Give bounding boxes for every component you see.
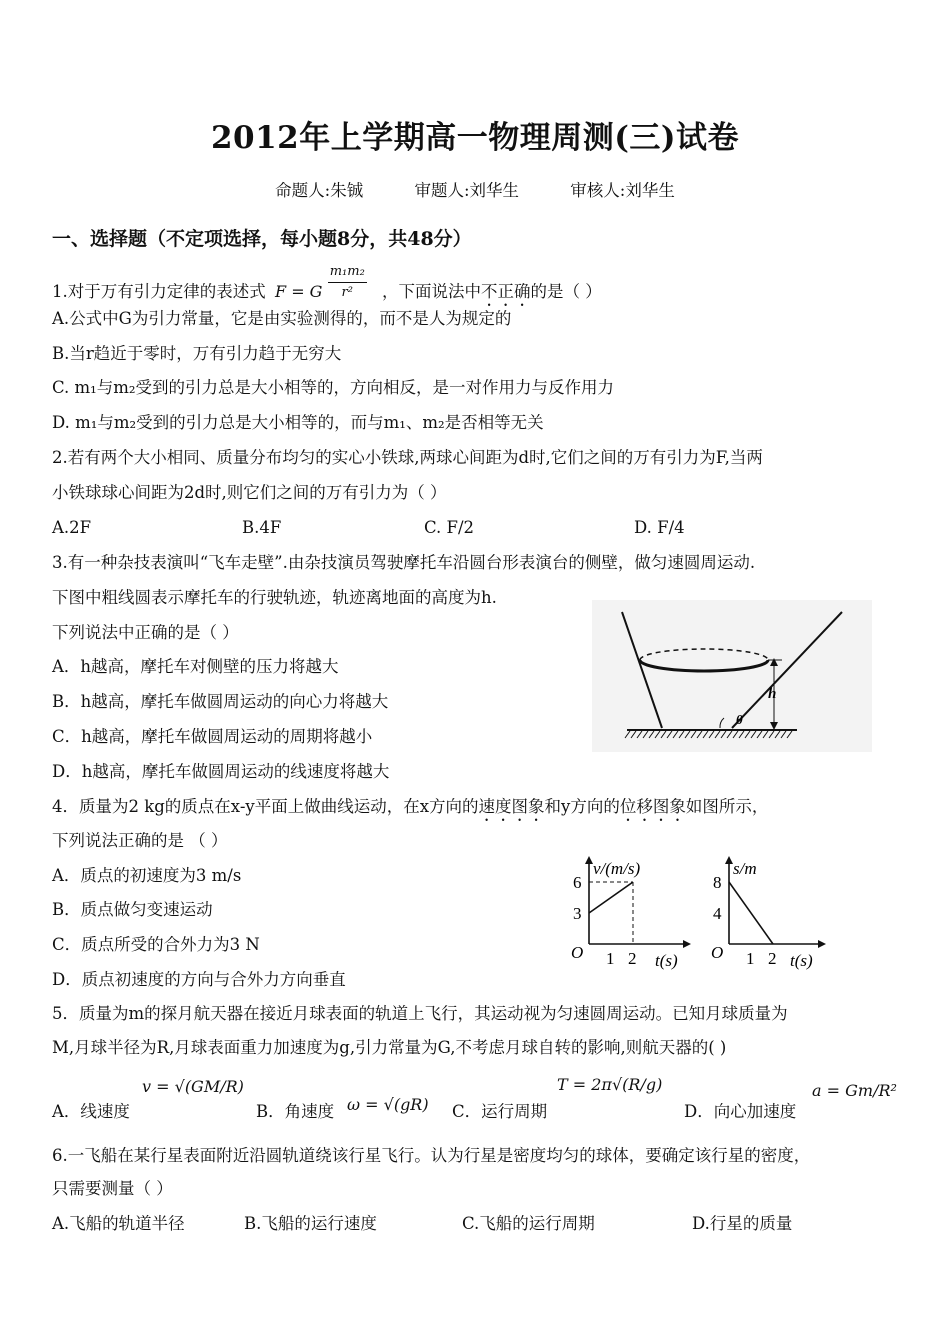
q1-formula-den: r² xyxy=(341,285,353,300)
q4-option-c: C．质点所受的合外力为3 N xyxy=(52,935,260,954)
q3-option-d: D．h越高，摩托车做圆周运动的线速度将越大 xyxy=(52,762,390,781)
q1-option-c: C. m₁与m₂受到的引力总是大小相等的，方向相反，是一对作用力与反作用力 xyxy=(52,378,615,397)
q1-option-d: D. m₁与m₂受到的引力总是大小相等的，而与m₁、m₂是否相等无关 xyxy=(52,413,544,432)
q1-stem-a: 1.对于万有引力定律的表述式 xyxy=(52,282,266,301)
q4-emphasis-2: 位移图象 xyxy=(619,797,686,816)
q5-line2: M,月球半径为R,月球表面重力加速度为g,引力常量为G,不考虑月球自转的影响,则航天器的( ) xyxy=(52,1038,727,1057)
q4-option-d: D．质点初速度的方向与合外力方向垂直 xyxy=(52,970,346,989)
x-axis-arrow xyxy=(818,940,826,948)
y-tick-label: 6 xyxy=(573,873,582,892)
q4-line1 xyxy=(52,796,768,825)
x-tick-label: 2 xyxy=(768,949,777,968)
reviewer: 审题人:刘华生 xyxy=(414,181,520,200)
q5-line1: 5．质量为m的探月航天器在接近月球表面的轨道上飞行，其运动视为匀速圆周运动。已知月球质量为 xyxy=(52,1004,788,1023)
q5-option-c-math: T = 2π√(R/g) xyxy=(557,1075,663,1094)
q2-option-c: C. F/2 xyxy=(424,518,475,537)
q1-option-b: B.当r趋近于零时，万有引力趋于无穷大 xyxy=(52,344,342,363)
q1-stem-b: ，下面说法中 xyxy=(382,282,482,301)
q5-option-d-math: a = Gm/R² xyxy=(812,1081,897,1100)
q3-option-b: B．h越高，摩托车做圆周运动的向心力将越大 xyxy=(52,692,389,711)
q4-line2: 下列说法正确的是 （ ） xyxy=(52,831,228,850)
x-axis-label: t(s) xyxy=(790,951,813,970)
series-line xyxy=(729,882,773,944)
y-axis-label: v/(m/s) xyxy=(593,859,641,878)
q4-line1-c: 如图所示， xyxy=(685,797,769,816)
x-axis-arrow xyxy=(683,940,691,948)
checker: 审核人:刘华生 xyxy=(570,181,675,200)
y-tick-label: 3 xyxy=(573,904,582,923)
setter: 命题人:朱铖 xyxy=(275,181,364,200)
y-tick-label: 4 xyxy=(713,904,722,923)
displacement-chart xyxy=(705,852,850,976)
q6-option-b: B.飞船的运行速度 xyxy=(244,1214,377,1233)
q6-line2: 只需要测量（ ） xyxy=(52,1179,173,1198)
q6-option-a: A.飞船的轨道半径 xyxy=(52,1214,185,1233)
q5-option-c-label: C．运行周期 xyxy=(452,1102,548,1121)
q1-emphasis: 不正确 xyxy=(481,282,531,301)
origin-label: O xyxy=(571,943,584,962)
q2-option-b: B.4F xyxy=(242,518,282,537)
q6-option-d: D.行星的质量 xyxy=(692,1214,793,1233)
section-heading: 一、选择题（不定项选择，每小题8分，共48分） xyxy=(52,228,472,250)
q4-option-a: A．质点的初速度为3 m/s xyxy=(52,866,242,885)
height-label: h xyxy=(768,686,777,702)
q4-line1-a: 4．质量为2 kg的质点在x-y平面上做曲线运动，在x方向的 xyxy=(52,797,479,816)
page-title: 2012年上学期高一物理周测(三)试卷 xyxy=(210,120,740,156)
y-tick-label: 8 xyxy=(713,873,722,892)
q6-option-c: C.飞船的运行周期 xyxy=(462,1214,595,1233)
q3-line3: 下列说法中正确的是（ ） xyxy=(52,623,239,642)
q3-option-c: C．h越高，摩托车做圆周运动的周期将越小 xyxy=(52,727,373,746)
q5-option-a-label: A．线速度 xyxy=(52,1102,130,1121)
q2-option-a: A.2F xyxy=(52,518,92,537)
q1-stem-c: 的是（ ） xyxy=(530,282,602,301)
q1-formula-fraction xyxy=(328,262,367,303)
series-line xyxy=(589,882,633,913)
q5-option-d-label: D．向心加速度 xyxy=(684,1102,797,1121)
q6-line1: 6.一飞船在某行星表面附近沿圆轨道绕该行星飞行。认为行星是密度均匀的球体，要确定该行星的密度， xyxy=(52,1146,811,1165)
y-axis-arrow xyxy=(725,856,733,864)
q4-option-b: B．质点做匀变速运动 xyxy=(52,900,213,919)
q1-stem xyxy=(52,264,602,313)
x-tick-label: 1 xyxy=(606,949,615,968)
origin-label: O xyxy=(711,943,724,962)
q3-figure xyxy=(592,600,872,752)
x-axis-label: t(s) xyxy=(655,951,678,970)
q1-formula-num: m₁m₂ xyxy=(328,262,367,283)
q3-line1: 3.有一种杂技表演叫“飞车走壁”.由杂技演员驾驶摩托车沿圆台形表演台的侧壁，做匀速圆周运动. xyxy=(52,553,756,572)
y-axis-arrow xyxy=(585,856,593,864)
author-line xyxy=(0,177,950,201)
y-axis-label: s/m xyxy=(733,859,757,878)
q2-line2: 小铁球球心间距为2d时,则它们之间的万有引力为（ ） xyxy=(52,483,447,502)
x-tick-label: 1 xyxy=(746,949,755,968)
q4-emphasis-1: 速度图象 xyxy=(478,797,545,816)
x-tick-label: 2 xyxy=(628,949,637,968)
velocity-chart xyxy=(565,852,705,976)
q5-option-a-math: v = √(GM/R) xyxy=(142,1077,244,1096)
q2-line1: 2.若有两个大小相同、质量分布均匀的实心小铁球,两球心间距为d时,它们之间的万有引力为F,当两 xyxy=(52,448,763,467)
q3-option-a: A．h越高，摩托车对侧壁的压力将越大 xyxy=(52,657,339,676)
q2-option-d: D. F/4 xyxy=(634,518,685,537)
q4-line1-b: 和y方向的 xyxy=(544,797,620,816)
q5-option-b-math: ω = √(gR) xyxy=(347,1095,429,1114)
q1-option-a: A.公式中G为引力常量，它是由实验测得的，而不是人为规定的 xyxy=(52,309,512,328)
q3-line2: 下图中粗线圆表示摩托车的行驶轨迹，轨迹离地面的高度为h. xyxy=(52,588,497,607)
q5-option-b-label: B．角速度 xyxy=(256,1102,335,1121)
q1-formula-lhs: F = G xyxy=(275,282,323,301)
angle-label: θ xyxy=(736,712,743,727)
